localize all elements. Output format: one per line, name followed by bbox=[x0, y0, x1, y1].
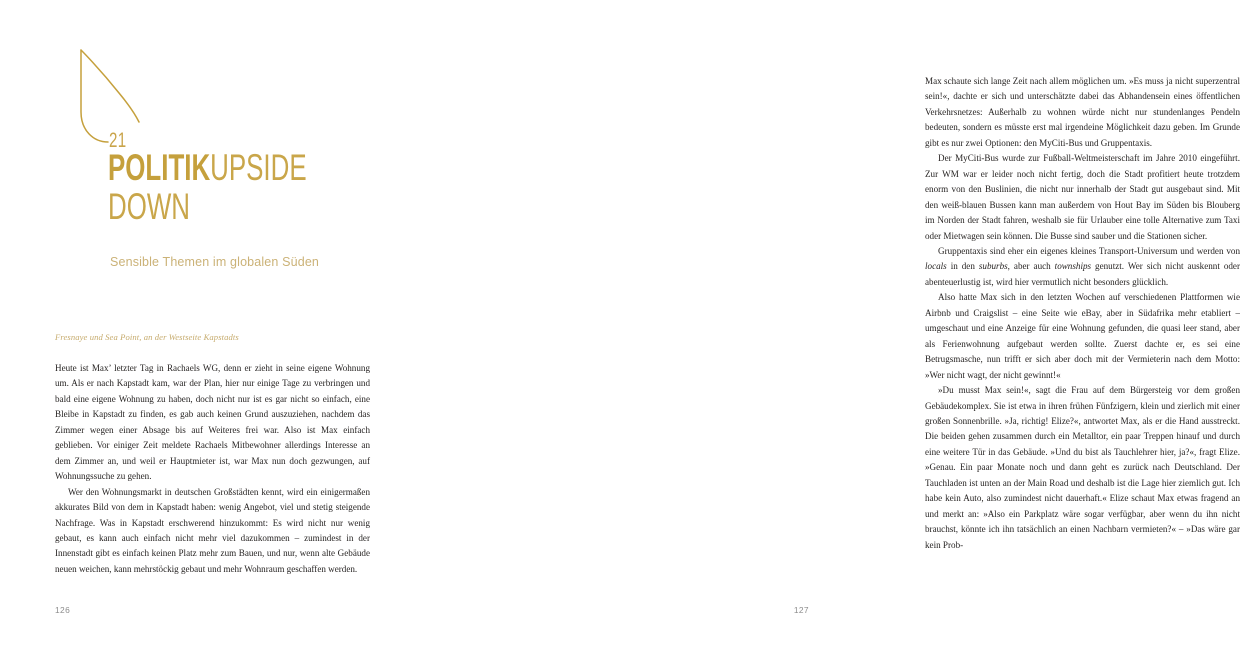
location-kicker: Fresnaye und Sea Point, an der Westseite Kapstadts bbox=[55, 332, 239, 342]
left-page bbox=[0, 0, 432, 648]
paragraph: Der MyCiti-Bus wurde zur Fußball-Weltmeisterschaft im Jahre 2010 eingeführt. Zur WM war er leider noch nicht fertig, doch die Stadt profitiert heute trotzdem enorm von den Buslinien, die nicht nur innerhalb der Stadt gut ausgebaut sind. Mit den weiß-blauen Bussen kann man außerdem von Hout Bay im Süden bis Blouberg im Norden der Stadt fahren, weshalb sie für Urlauber eine tolle Alternative zum Taxi oder Mietwagen sein können. Die Busse sind sauber und die Stationen sicher. bbox=[925, 153, 1240, 241]
paragraph: »Du musst Max sein!«, sagt die Frau auf dem Bürgersteig vor dem großen Gebäudekomplex. Sie ist etwa in ihren frühen Fünfzigern, klein und zierlich mit einer großen Sonnenbrille. »Ja, richtig! Elize?«, antwortet Max, als er die Hand ausstreckt. Die beiden gehen zusammen durch ein Metalltor, ein paar Treppen hinauf und durch eine weitere Tür in das Gebäude. »Und du bist als Tauchlehrer hier, ja?«, fragt Elize. »Genau. Ein paar Monate noch und dann geht es zurück nach Deutschland. Der Tauchladen ist unten an der Main Road und deshalb ist die Lage hier ziemlich gut. Ich habe kein Auto, also zumindest nicht dauerhaft.« Elize schaut Max etwas fragend an und merkt an: »Also ein Parkplatz wäre sogar verfügbar, aber wenn du ihn nicht brauchst, könnte ich ihn tatsächlich an einen Nachbarn vermieten?« – »Das wäre gar kein Prob- bbox=[925, 385, 1240, 550]
page-fold bbox=[432, 0, 433, 648]
paragraph: Gruppentaxis sind eher ein eigenes kleines Transport-Universum und werden von locals in den suburbs, aber auch townships genutzt. Wer sich nicht auskennt oder abenteuerlustig ist, wird hier vermutlich nicht besonders glücklich. bbox=[925, 245, 1240, 287]
foreign-term: locals bbox=[925, 261, 947, 272]
paragraph: Also hatte Max sich in den letzten Wochen auf verschiedenen Plattformen wie Airbnb und Craigslist – eine Seite wie eBay, aber in Südafrika mehr etabliert – umgeschaut und eine Anzeige für eine Wohnung gefunden, die quasi leer stand, aber als Ferienwohnung aufgebaut werden sollte. Zuerst dachte er, es sei eine Betrugsmasche, nun trifft er sich aber doch mit der Vermieterin nach dem Motto: »Wer nicht wagt, der nicht gewinnt!« bbox=[925, 292, 1240, 380]
paragraph: Max schaute sich lange Zeit nach allem möglichen um. »Es muss ja nicht superzentral sein!«, dachte er sich und unterschätzte dabei das Abhandensein eines öffentlichen Verkehrsnetzes: Außerhalb zu wohnen würde nicht nur stundenlanges Pendeln bedeuten, sondern es müsste erst mal irgendeine Möglichkeit dazu geben. Im Grunde gibt es nur zwei Optionen: den MyCiti-Bus und Gruppentaxis. bbox=[925, 76, 1240, 148]
chapter-title bbox=[108, 147, 458, 227]
chapter-subtitle: Sensible Themen im globalen Süden bbox=[110, 255, 320, 269]
paragraph: Wer den Wohnungsmarkt in deutschen Großstädten kennt, wird ein einigermaßen akkurates Bild von dem in Kapstadt haben: wenig Angebot, viel und stetig steigende Nachfrage. Was in Kapstadt erschwerend hinzukommt: Es wird nicht nur wenig gebaut, es kann auch einfach nicht mehr viel dazukommen – zumindest in der Innenstadt gibt es einfach keinen Platz mehr zum Bauen, und nur, wenn alte Gebäude neuen weichen, kann mehrstöckig gebaut und mehr Wohnraum geschaffen werden. bbox=[55, 486, 370, 574]
right-page bbox=[432, 0, 1240, 648]
chapter-title-light-2: DOWN bbox=[108, 185, 191, 227]
right-column-text bbox=[925, 74, 1240, 553]
paragraph: Heute ist Max’ letzter Tag in Rachaels WG, denn er zieht in seine eigene Wohnung um. Als er nach Kapstadt kam, war der Plan, hier nur einige Tage zu verbringen und bald eine eigene Wohnung zu haben, doch nicht nur ist es gar nicht so einfach, eine Bleibe in Kapstadt zu finden, es gab auch keinen Grund auszuziehen, nachdem das Zimmer wegen einer Absage bis auf Weiteres frei war. Also ist Max einfach geblieben. Vor einiger Zeit meldete Rachaels Mitbewohner allerdings Interesse an dem Zimmer an, und weil er Hauptmieter ist, war Max nun doch gezwungen, auf Wohnungssuche zu gehen. bbox=[55, 363, 370, 482]
chapter-title-strong: POLITIK bbox=[108, 147, 211, 188]
foreign-term: suburbs bbox=[978, 261, 1008, 272]
foreign-term: townships bbox=[1054, 261, 1092, 272]
page-number-right: 127 bbox=[793, 605, 809, 615]
chapter-number: 21 bbox=[109, 129, 127, 152]
page-number-left: 126 bbox=[55, 605, 71, 615]
chapter-title-light-1: UPSIDE bbox=[210, 147, 307, 188]
left-column-text bbox=[55, 330, 370, 577]
